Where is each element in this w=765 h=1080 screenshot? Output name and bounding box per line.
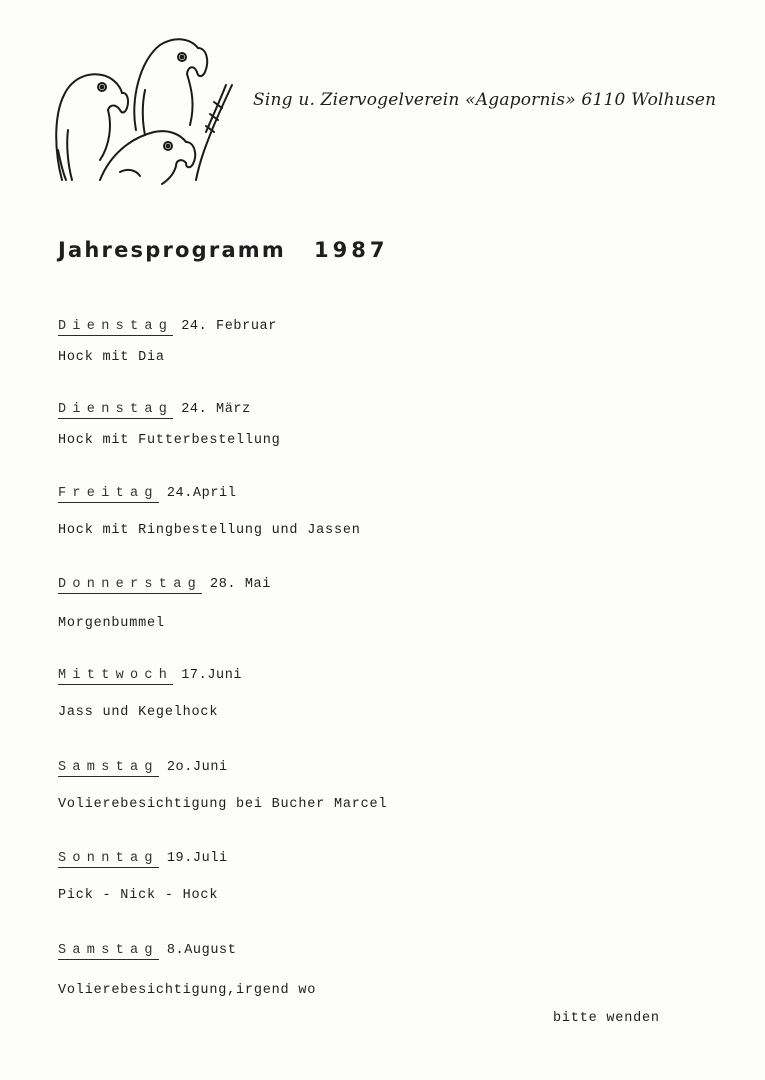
event-item bbox=[58, 757, 387, 812]
parrots-logo-icon bbox=[50, 30, 240, 185]
event-date: 28. Mai bbox=[210, 577, 271, 592]
event-date: 24. März bbox=[181, 402, 251, 417]
page-title bbox=[58, 238, 388, 262]
event-date: 2o.Juni bbox=[166, 760, 228, 775]
event-description: Volierebesichtigung bei Bucher Marcel bbox=[58, 797, 388, 812]
event-weekday: Dienstag bbox=[58, 402, 174, 417]
title-text: Jahresprogramm bbox=[58, 238, 286, 262]
event-weekday: Donnerstag bbox=[58, 577, 203, 592]
event-item bbox=[58, 940, 316, 998]
event-date: 8.August bbox=[166, 943, 237, 958]
title-year: 1987 bbox=[313, 238, 389, 262]
event-item bbox=[58, 399, 281, 448]
event-date: 24. Februar bbox=[181, 319, 277, 334]
club-logo bbox=[50, 30, 240, 185]
event-description: Hock mit Dia bbox=[58, 350, 165, 365]
club-name: Sing u. Ziervogelverein «Agapornis» 6110 Wolhusen bbox=[253, 90, 717, 110]
event-item bbox=[58, 316, 277, 365]
event-weekday: Sonntag bbox=[58, 851, 159, 866]
event-date: 24.April bbox=[166, 486, 237, 501]
event-weekday: Samstag bbox=[58, 943, 159, 958]
event-item bbox=[58, 665, 242, 720]
event-weekday: Dienstag bbox=[58, 319, 174, 334]
event-description: Hock mit Ringbestellung und Jassen bbox=[58, 523, 361, 538]
event-description: Morgenbummel bbox=[58, 616, 165, 631]
event-item bbox=[58, 848, 228, 903]
turn-page-note: bitte wenden bbox=[553, 1011, 660, 1026]
event-description: Jass und Kegelhock bbox=[58, 705, 219, 720]
event-description: Volierebesichtigung,irgend wo bbox=[58, 983, 317, 998]
event-item bbox=[58, 483, 361, 538]
event-date: 19.Juli bbox=[166, 851, 228, 866]
event-item bbox=[58, 574, 271, 631]
event-weekday: Samstag bbox=[58, 760, 159, 775]
event-description: Hock mit Futterbestellung bbox=[58, 433, 281, 448]
event-weekday: Mittwoch bbox=[58, 668, 174, 683]
event-weekday: Freitag bbox=[58, 486, 159, 501]
event-description: Pick - Nick - Hock bbox=[58, 888, 219, 903]
event-date: 17.Juni bbox=[181, 668, 243, 683]
